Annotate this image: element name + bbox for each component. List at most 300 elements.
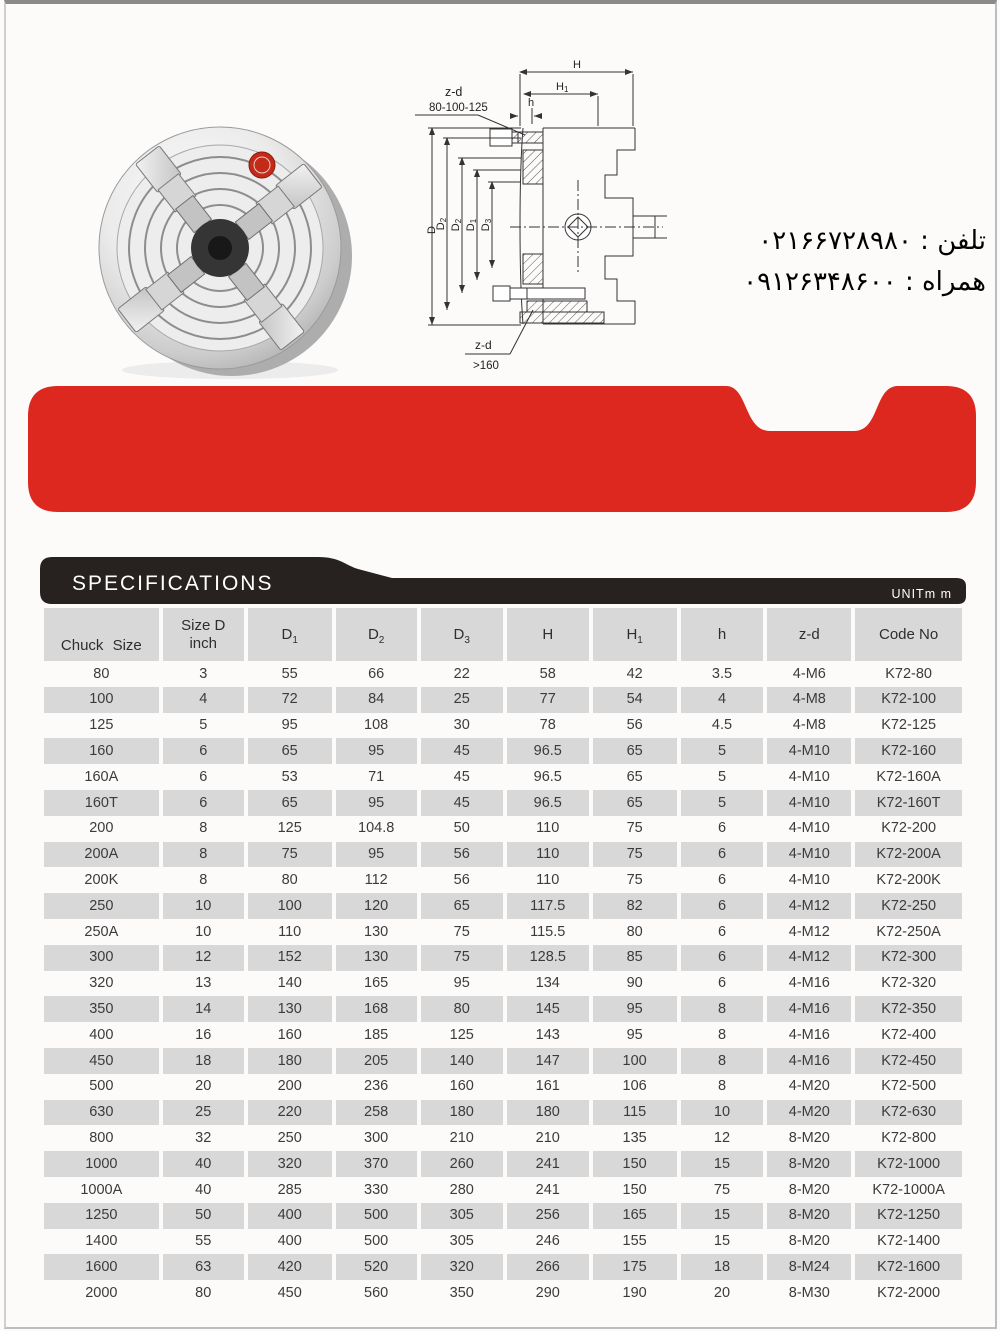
table-cell: 6 <box>199 768 208 785</box>
table-cell: 180 <box>507 1100 589 1126</box>
table-cell: 168 <box>336 996 417 1022</box>
table-cell: 8-M24 <box>767 1254 851 1280</box>
table-cell: 155 <box>622 1233 647 1250</box>
table-cell: 134 <box>535 975 560 992</box>
table-cell: 66 <box>368 665 385 682</box>
table-cell: 1600 <box>44 1254 159 1280</box>
table-cell: 96.5 <box>507 738 589 764</box>
table-cell: 450 <box>44 1048 159 1074</box>
table-cell: 185 <box>364 1026 389 1043</box>
table-cell: 4-M10 <box>767 842 851 868</box>
table-cell: 300 <box>44 945 159 971</box>
table-cell: 8-M20 <box>788 1233 830 1250</box>
table-cell: 4-M10 <box>788 820 830 837</box>
table-cell: 80 <box>93 665 110 682</box>
table-cell: 420 <box>248 1254 332 1280</box>
table-cell: 110 <box>507 842 589 868</box>
table-cell: 210 <box>449 1129 474 1146</box>
table-cell: 25 <box>163 1100 244 1126</box>
table-cell: 320 <box>421 1254 503 1280</box>
table-cell: 4-M16 <box>788 975 830 992</box>
dim-D3-label: D3 <box>480 218 493 232</box>
table-cell: 75 <box>453 923 470 940</box>
column-header-h1: $H_1$ <box>593 608 677 661</box>
table-row-400 <box>44 1022 962 1048</box>
table-cell: 400 <box>89 1026 114 1043</box>
table-cell: 4-M10 <box>767 790 851 816</box>
table-cell: 130 <box>248 996 332 1022</box>
table-cell: 8-M20 <box>767 1151 851 1177</box>
table-cell: 8 <box>681 1048 764 1074</box>
table-cell: 165 <box>364 975 389 992</box>
table-cell: 5 <box>199 717 208 734</box>
table-cell: 320 <box>89 975 114 992</box>
table-cell: 75 <box>626 820 643 837</box>
table-cell: K72-200 <box>881 820 937 837</box>
table-cell: 18 <box>681 1254 764 1280</box>
table-cell: 6 <box>717 923 727 940</box>
table-cell: K72-630 <box>855 1100 962 1126</box>
table-cell: 250A <box>84 923 119 940</box>
table-cell: 110 <box>536 820 560 837</box>
table-cell: 165 <box>593 1203 677 1229</box>
table-cell: 150 <box>622 1181 647 1198</box>
table-row-450 <box>44 1048 962 1074</box>
table-cell: 45 <box>421 790 503 816</box>
table-cell: 200A <box>44 842 159 868</box>
table-cell: 6 <box>717 820 727 837</box>
table-cell: 161 <box>535 1078 560 1095</box>
table-row-1400 <box>44 1229 962 1255</box>
table-cell: 500 <box>89 1078 114 1095</box>
table-cell: 95 <box>336 842 417 868</box>
table-cell: K72-800 <box>881 1129 937 1146</box>
table-cell: K72-200A <box>855 842 962 868</box>
table-cell: 500 <box>336 1203 417 1229</box>
table-cell: 6 <box>717 872 727 889</box>
table-row-200 <box>44 816 962 842</box>
table-cell: K72-450 <box>855 1048 962 1074</box>
dim-D1-label: D1 <box>465 218 478 232</box>
specifications-table <box>40 608 966 1306</box>
table-cell: 18 <box>163 1048 244 1074</box>
table-cell: K72-300 <box>855 945 962 971</box>
table-cell: 80 <box>281 872 298 889</box>
table-cell: 80 <box>421 996 503 1022</box>
table-cell: K72-160A <box>876 768 941 785</box>
brand-logo-dot <box>249 152 275 178</box>
table-cell: 135 <box>622 1129 647 1146</box>
zd-bottom-range: >160 <box>473 360 499 372</box>
table-cell: 1000 <box>44 1151 159 1177</box>
table-cell: 120 <box>336 893 417 919</box>
zd-top-range: 80-100-125 <box>429 102 488 114</box>
table-cell: 4-M16 <box>788 1026 830 1043</box>
column-header-code-no: Code No <box>855 608 962 661</box>
table-cell: 12 <box>713 1129 731 1146</box>
table-cell: 30 <box>453 717 470 734</box>
table-cell: 8-M20 <box>788 1181 830 1198</box>
table-row-1000 <box>44 1151 962 1177</box>
column-header-d2: $D_2$ <box>336 608 417 661</box>
table-cell: 130 <box>336 945 417 971</box>
specifications-title: SPECIFICATIONS <box>72 572 274 595</box>
table-cell: 22 <box>453 665 470 682</box>
table-cell: 6 <box>717 975 727 992</box>
table-cell: 85 <box>593 945 677 971</box>
table-cell: 4-M6 <box>792 665 826 682</box>
table-cell: 16 <box>195 1026 212 1043</box>
table-cell: 95 <box>336 790 417 816</box>
table-cell: 143 <box>535 1026 560 1043</box>
table-cell: 4-M8 <box>792 717 826 734</box>
table-cell: 15 <box>713 1233 731 1250</box>
table-row-1600 <box>44 1254 962 1280</box>
table-cell: 65 <box>421 893 503 919</box>
table-cell: 130 <box>364 923 389 940</box>
table-cell: 200 <box>89 820 114 837</box>
table-cell: 400 <box>248 1203 332 1229</box>
table-row-200K <box>44 867 962 893</box>
table-cell: 8-M20 <box>788 1129 830 1146</box>
table-cell: K72-200K <box>876 872 941 889</box>
table-cell: 100 <box>44 687 159 713</box>
table-cell: 260 <box>421 1151 503 1177</box>
table-cell: 147 <box>507 1048 589 1074</box>
table-cell: 280 <box>449 1181 474 1198</box>
table-cell: 5 <box>717 768 727 785</box>
table-cell: 95 <box>593 996 677 1022</box>
table-row-350 <box>44 996 962 1022</box>
table-cell: 10 <box>163 893 244 919</box>
table-cell: 160 <box>44 738 159 764</box>
product-photo <box>92 120 360 382</box>
table-cell: 140 <box>277 975 302 992</box>
table-cell: 117.5 <box>507 893 589 919</box>
table-cell: 4-M20 <box>788 1078 830 1095</box>
table-cell: 55 <box>195 1233 212 1250</box>
table-cell: 8 <box>717 1026 727 1043</box>
dim-h-label: h <box>528 97 535 109</box>
table-cell: 220 <box>248 1100 332 1126</box>
table-cell: 3.5 <box>711 665 733 682</box>
unit-label: UNITm m <box>891 587 952 601</box>
table-cell: 4-M10 <box>788 872 830 889</box>
table-cell: 300 <box>364 1129 389 1146</box>
table-cell: 13 <box>195 975 212 992</box>
table-cell: 75 <box>593 842 677 868</box>
table-cell: 290 <box>535 1284 560 1301</box>
table-cell: 96.5 <box>533 768 562 785</box>
mobile-line: همراه : ۰۹۱۲۶۳۴۸۶۰۰ <box>743 267 986 297</box>
table-cell: 1250 <box>44 1203 159 1229</box>
table-cell: 160 <box>449 1078 474 1095</box>
table-cell: 800 <box>89 1129 114 1146</box>
column-header-size-d-inch: Size D inch <box>163 608 244 661</box>
table-cell: 115 <box>593 1100 677 1126</box>
table-cell: 241 <box>507 1151 589 1177</box>
table-cell: 15 <box>681 1203 764 1229</box>
table-cell: K72-1000 <box>855 1151 962 1177</box>
table-row-800 <box>44 1125 962 1151</box>
table-cell: K72-320 <box>881 975 937 992</box>
table-cell: 40 <box>195 1181 212 1198</box>
table-cell: 520 <box>336 1254 417 1280</box>
column-header-d1: $D_1$ <box>248 608 332 661</box>
table-cell: 150 <box>593 1151 677 1177</box>
table-cell: 75 <box>248 842 332 868</box>
table-cell: 6 <box>681 945 764 971</box>
table-cell: 96.5 <box>507 790 589 816</box>
table-cell: 350 <box>44 996 159 1022</box>
table-cell: 285 <box>277 1181 302 1198</box>
table-cell: 78 <box>539 717 556 734</box>
table-cell: 256 <box>507 1203 589 1229</box>
table-cell: 5 <box>681 790 764 816</box>
table-cell: 6 <box>163 790 244 816</box>
table-cell: 4-M8 <box>767 687 851 713</box>
table-cell: 330 <box>364 1181 389 1198</box>
table-cell: 175 <box>593 1254 677 1280</box>
table-cell: 4-M12 <box>788 923 830 940</box>
table-cell: 75 <box>713 1181 731 1198</box>
table-cell: 2000 <box>85 1284 118 1301</box>
table-cell: 115.5 <box>530 923 566 940</box>
table-cell: 4.5 <box>711 717 733 734</box>
table-cell: 25 <box>421 687 503 713</box>
table-row-125 <box>44 713 962 739</box>
table-cell: 1000A <box>80 1181 123 1198</box>
table-cell: 160T <box>44 790 159 816</box>
table-cell: 8-M20 <box>767 1203 851 1229</box>
table-cell: 72 <box>248 687 332 713</box>
table-row-1000A <box>44 1177 962 1203</box>
table-cell: 210 <box>535 1129 560 1146</box>
table-cell: K72-80 <box>885 665 932 682</box>
table-cell: 8 <box>717 1078 727 1095</box>
table-cell: 266 <box>507 1254 589 1280</box>
table-row-160 <box>44 738 962 764</box>
table-cell: 108 <box>364 717 389 734</box>
red-banner <box>28 386 976 512</box>
table-cell: 305 <box>449 1233 474 1250</box>
column-header-chuck-size: Chuck Size <box>44 608 159 661</box>
table-cell: 8 <box>199 820 208 837</box>
table-cell: 54 <box>593 687 677 713</box>
table-cell: 50 <box>453 820 470 837</box>
table-cell: 6 <box>681 893 764 919</box>
table-cell: 77 <box>507 687 589 713</box>
table-cell: 45 <box>421 738 503 764</box>
table-cell: 125 <box>89 717 114 734</box>
table-cell: K72-1400 <box>877 1233 941 1250</box>
table-row-500 <box>44 1074 962 1100</box>
table-cell: 104.8 <box>358 820 395 837</box>
table-cell: 4-M20 <box>767 1100 851 1126</box>
column-header-h-small: h <box>681 608 764 661</box>
table-cell: 305 <box>421 1203 503 1229</box>
table-cell: 180 <box>421 1100 503 1126</box>
table-cell: 125 <box>277 820 302 837</box>
table-cell: 45 <box>453 768 470 785</box>
table-cell: 56 <box>626 717 643 734</box>
table-cell: 145 <box>507 996 589 1022</box>
table-cell: K72-160 <box>855 738 962 764</box>
table-cell: 4 <box>681 687 764 713</box>
table-cell: 10 <box>681 1100 764 1126</box>
table-cell: 5 <box>681 738 764 764</box>
table-cell: 450 <box>277 1284 302 1301</box>
table-cell: 90 <box>626 975 643 992</box>
table-cell: 1400 <box>85 1233 118 1250</box>
table-cell: 200 <box>277 1078 302 1095</box>
spec-table-body <box>44 661 962 1306</box>
zd-bottom-label: z-d <box>475 338 492 352</box>
table-row-200A <box>44 842 962 868</box>
table-cell: 370 <box>336 1151 417 1177</box>
table-cell: 14 <box>163 996 244 1022</box>
table-cell: 84 <box>336 687 417 713</box>
table-row-320 <box>44 971 962 997</box>
table-cell: 95 <box>626 1026 643 1043</box>
table-cell: 560 <box>364 1284 389 1301</box>
table-cell: K72-1000A <box>872 1181 945 1198</box>
table-cell: K72-100 <box>855 687 962 713</box>
table-cell: 8 <box>163 842 244 868</box>
table-cell: 50 <box>163 1203 244 1229</box>
table-cell: 152 <box>248 945 332 971</box>
table-cell: 65 <box>593 738 677 764</box>
table-cell: 80 <box>195 1284 212 1301</box>
table-cell: 4-M10 <box>767 738 851 764</box>
table-cell: 320 <box>248 1151 332 1177</box>
table-cell: 20 <box>195 1078 212 1095</box>
table-row-2000 <box>44 1280 962 1306</box>
table-cell: 246 <box>535 1233 560 1250</box>
table-cell: K72-500 <box>881 1078 937 1095</box>
table-cell: 205 <box>336 1048 417 1074</box>
table-row-250 <box>44 893 962 919</box>
table-cell: 200K <box>84 872 119 889</box>
table-cell: K72-250A <box>876 923 941 940</box>
table-cell: 110 <box>536 872 560 889</box>
table-cell: K72-125 <box>881 717 937 734</box>
table-cell: 350 <box>449 1284 474 1301</box>
column-header-h-cap: H <box>507 608 589 661</box>
table-cell: 65 <box>626 768 643 785</box>
table-cell: 250 <box>44 893 159 919</box>
table-cell: 10 <box>195 923 212 940</box>
phone-line: تلفن : ۰۲۱۶۶۷۲۸۹۸۰ <box>758 226 986 256</box>
table-cell: 4-M12 <box>767 945 851 971</box>
table-cell: 6 <box>681 842 764 868</box>
table-cell: 100 <box>593 1048 677 1074</box>
table-cell: 128.5 <box>507 945 589 971</box>
table-cell: 180 <box>248 1048 332 1074</box>
contact-info <box>656 221 986 303</box>
table-cell: 63 <box>163 1254 244 1280</box>
zd-top-label: z-d <box>445 85 463 99</box>
table-cell: 3 <box>199 665 208 682</box>
table-cell: 106 <box>622 1078 647 1095</box>
table-cell: 32 <box>195 1129 212 1146</box>
table-cell: 65 <box>248 738 332 764</box>
table-cell: 190 <box>622 1284 647 1301</box>
table-cell: 95 <box>281 717 298 734</box>
table-cell: 236 <box>364 1078 389 1095</box>
table-cell: 95 <box>453 975 470 992</box>
table-cell: 80 <box>626 923 643 940</box>
table-row-1250 <box>44 1203 962 1229</box>
spec-table-head-row <box>44 608 962 661</box>
specifications-header-bar <box>40 557 966 604</box>
table-cell: 4-M16 <box>767 1048 851 1074</box>
table-cell: 53 <box>281 768 298 785</box>
table-cell: 110 <box>278 923 302 940</box>
column-header-z-d: z-d <box>767 608 851 661</box>
red-banner-shape <box>28 386 976 512</box>
table-cell: 75 <box>421 945 503 971</box>
table-cell: 4 <box>163 687 244 713</box>
table-cell: 100 <box>248 893 332 919</box>
table-cell: 65 <box>593 790 677 816</box>
table-cell: 125 <box>449 1026 474 1043</box>
table-cell: K72-2000 <box>877 1284 941 1301</box>
table-cell: 40 <box>163 1151 244 1177</box>
table-cell: 4-M16 <box>767 996 851 1022</box>
table-row-250A <box>44 919 962 945</box>
table-cell: K72-160T <box>855 790 962 816</box>
table-cell: 160 <box>277 1026 302 1043</box>
table-row-300 <box>44 945 962 971</box>
table-cell: K72-1250 <box>855 1203 962 1229</box>
table-cell: 71 <box>368 768 385 785</box>
table-cell: 500 <box>364 1233 389 1250</box>
technical-drawing <box>415 58 667 376</box>
table-cell: 95 <box>336 738 417 764</box>
dim-D2-label-a: D2 <box>435 217 448 231</box>
table-cell: 6 <box>163 738 244 764</box>
table-row-160A <box>44 764 962 790</box>
table-cell: 42 <box>626 665 643 682</box>
dim-H1-label: H1 <box>556 81 569 94</box>
table-cell: 58 <box>539 665 556 682</box>
table-cell: K72-400 <box>881 1026 937 1043</box>
table-cell: 65 <box>248 790 332 816</box>
table-cell: 56 <box>421 842 503 868</box>
table-row-80 <box>44 661 962 687</box>
table-cell: 258 <box>336 1100 417 1126</box>
table-cell: K72-350 <box>855 996 962 1022</box>
column-header-d3: $D_3$ <box>421 608 503 661</box>
table-cell: 241 <box>535 1181 560 1198</box>
table-row-100 <box>44 687 962 713</box>
table-cell: 75 <box>626 872 643 889</box>
table-cell: 8-M30 <box>788 1284 830 1301</box>
dim-H-label: H <box>573 59 581 71</box>
chuck-center-hole <box>208 236 232 260</box>
table-cell: 4-M10 <box>788 768 830 785</box>
table-cell: 112 <box>364 872 388 889</box>
table-cell: 55 <box>281 665 298 682</box>
table-cell: 8 <box>681 996 764 1022</box>
dim-D-label: D <box>426 226 438 234</box>
table-cell: 15 <box>681 1151 764 1177</box>
table-row-160T <box>44 790 962 816</box>
table-cell: 4-M12 <box>767 893 851 919</box>
table-cell: 56 <box>453 872 470 889</box>
table-cell: 250 <box>277 1129 302 1146</box>
